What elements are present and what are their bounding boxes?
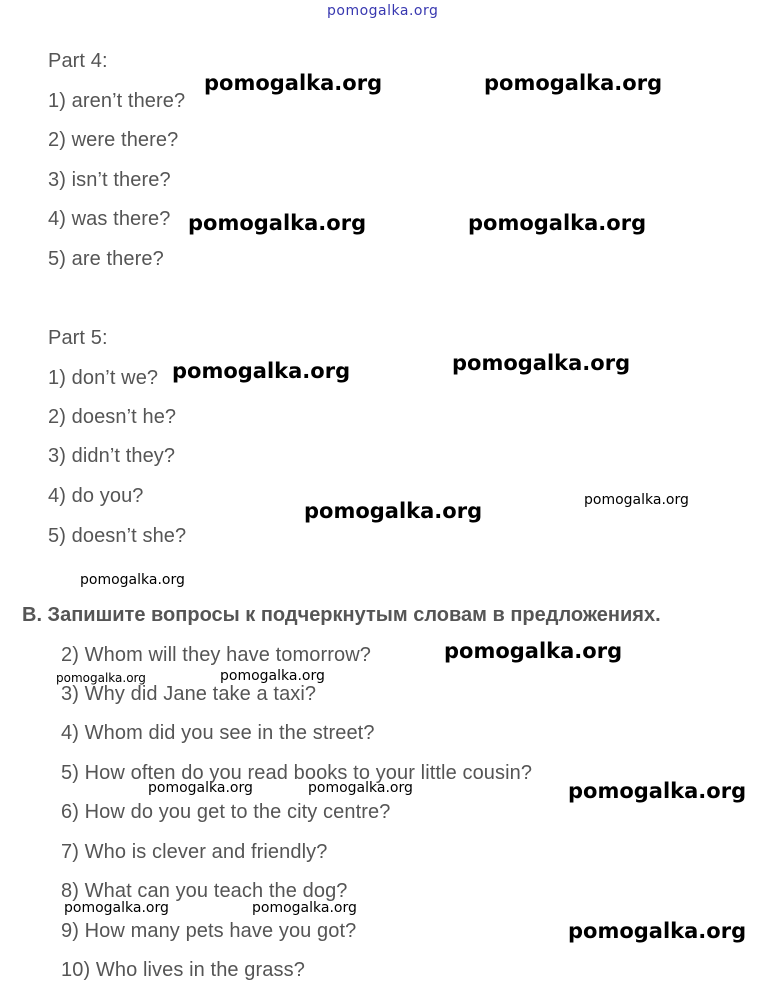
watermark: pomogalka.org [327, 3, 439, 19]
watermark: pomogalka.org [484, 71, 663, 95]
part5-answer-5: 5) doesn’t she? [48, 525, 187, 547]
section-b-question-10: 10) Who lives in the grass? [61, 959, 305, 981]
part5-answer-4: 4) do you? [48, 485, 144, 507]
watermark: pomogalka.org [584, 492, 689, 508]
watermark: pomogalka.org [452, 351, 631, 375]
watermark: pomogalka.org [56, 671, 146, 685]
watermark: pomogalka.org [148, 780, 253, 796]
watermark: pomogalka.org [204, 71, 383, 95]
part5-answer-1: 1) don’t we? [48, 367, 159, 389]
section-b-question-8: 8) What can you teach the dog? [61, 880, 348, 902]
watermark: pomogalka.org [468, 211, 647, 235]
watermark: pomogalka.org [252, 900, 357, 916]
section-b-question-3: 3) Why did Jane take a taxi? [61, 683, 317, 705]
part4-answer-5: 5) are there? [48, 248, 164, 270]
part5-answer-2: 2) doesn’t he? [48, 406, 177, 428]
section-b-question-7: 7) Who is clever and friendly? [61, 841, 328, 863]
part4-answer-4: 4) was there? [48, 208, 171, 230]
part5-answer-3: 3) didn’t they? [48, 445, 176, 467]
part4-title: Part 4: [48, 50, 108, 72]
section-b-question-5: 5) How often do you read books to your little cousin? [61, 762, 533, 784]
section-b-question-6: 6) How do you get to the city centre? [61, 801, 391, 823]
section-b-heading: B. Запишите вопросы к подчеркнутым словам в предложениях. [22, 604, 661, 626]
watermark: pomogalka.org [308, 780, 413, 796]
section-b-question-2: 2) Whom will they have tomorrow? [61, 644, 371, 666]
watermark: pomogalka.org [172, 359, 351, 383]
section-b-question-9: 9) How many pets have you got? [61, 920, 357, 942]
watermark: pomogalka.org [568, 779, 747, 803]
watermark: pomogalka.org [80, 572, 185, 588]
part4-answer-1: 1) aren’t there? [48, 90, 186, 112]
watermark: pomogalka.org [568, 919, 747, 943]
watermark: pomogalka.org [304, 499, 483, 523]
watermark: pomogalka.org [188, 211, 367, 235]
section-b-question-4: 4) Whom did you see in the street? [61, 722, 375, 744]
part4-answer-2: 2) were there? [48, 129, 179, 151]
watermark: pomogalka.org [64, 900, 169, 916]
part5-title: Part 5: [48, 327, 108, 349]
watermark: pomogalka.org [444, 639, 623, 663]
watermark: pomogalka.org [220, 668, 325, 684]
part4-answer-3: 3) isn’t there? [48, 169, 171, 191]
